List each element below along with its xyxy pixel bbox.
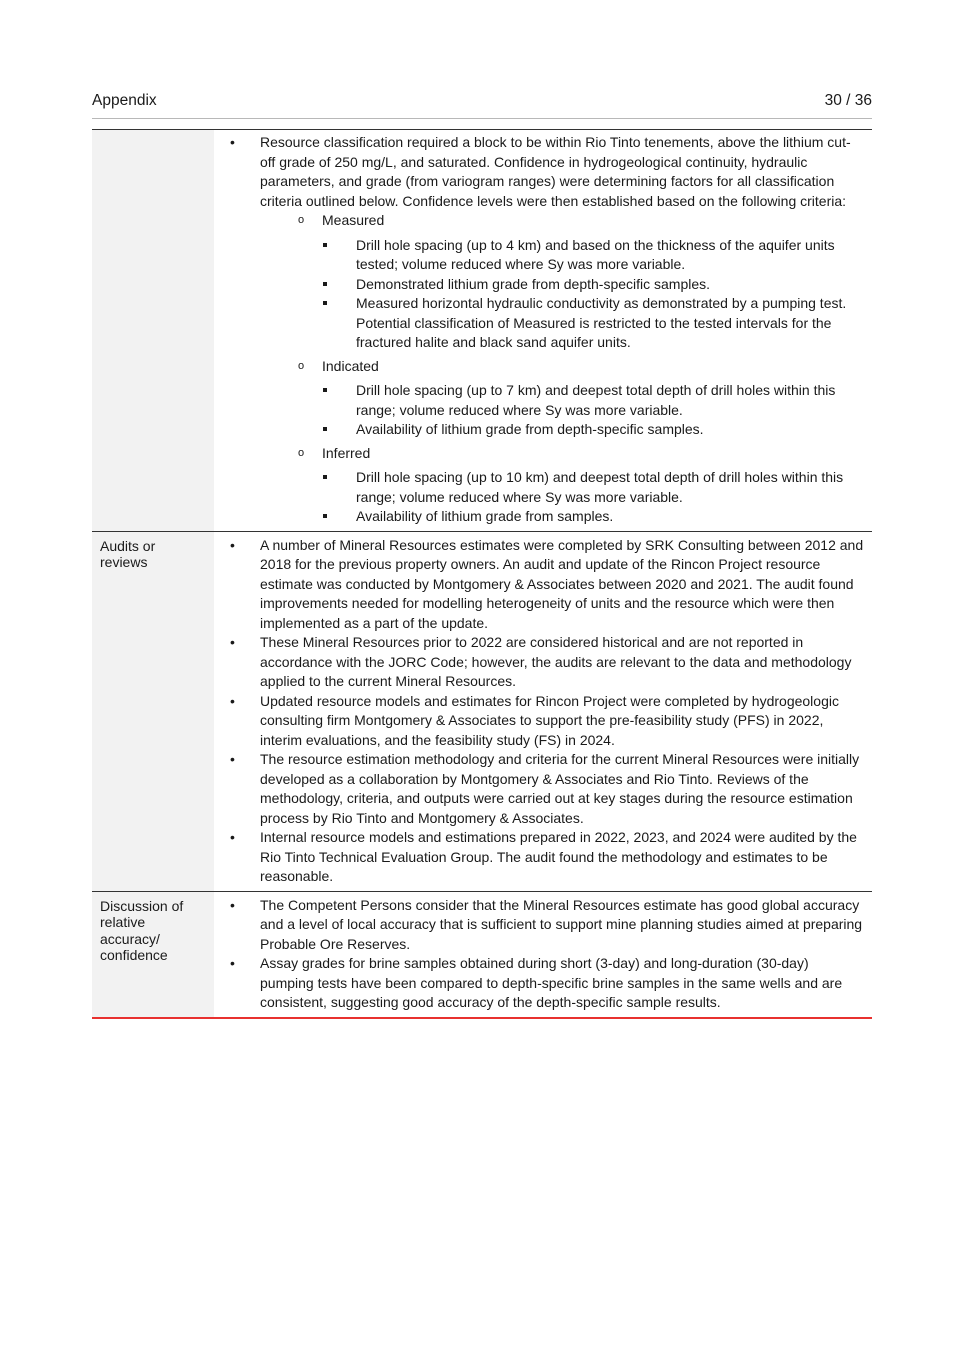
- criteria-item: Availability of lithium grade from depth-specific samples.: [214, 420, 864, 440]
- class-measured: o Measured: [214, 211, 864, 231]
- criteria-item: Drill hole spacing (up to 10 km) and deepest total depth of drill holes within this range; volume reduced where Sy was more variable.: [214, 468, 864, 507]
- criteria-item: Measured horizontal hydraulic conductivity as demonstrated by a pumping test. Potential classification of Measured is restricted to the tested intervals for the fractured halite and black sand aquifer units.: [214, 294, 864, 353]
- measured-criteria-list: [214, 236, 864, 353]
- row-content: [214, 892, 872, 1017]
- criteria-item: Drill hole spacing (up to 7 km) and deepest total depth of drill holes within this range; volume reduced where Sy was more variable.: [214, 381, 864, 420]
- bullet-item: • A number of Mineral Resources estimates were completed by SRK Consulting between 2012 and 2018 for the previous property owners. An audit and update of the Rincon Project resource estimate was conducted by Montgomery & Associates between 2020 and 2021. The audit found improvements needed for modelling heterogeneity of units and the resource which were then implemented as a part of the update.: [214, 536, 864, 634]
- criteria-item: Demonstrated lithium grade from depth-specific samples.: [214, 275, 864, 295]
- criteria-table: [92, 129, 872, 1019]
- class-indicated: o Indicated: [214, 357, 864, 377]
- row-content: [214, 532, 872, 891]
- criteria-item: Drill hole spacing (up to 4 km) and based on the thickness of the aquifer units tested; volume reduced where Sy was more variable.: [214, 236, 864, 275]
- section-title: Appendix: [92, 92, 157, 109]
- bullet-item: • Updated resource models and estimates for Rincon Project were completed by hydrogeologic consulting firm Montgomery & Associates to support the pre-feasibility study (PFS) in 2022, interim evaluations, and the feasibility study (FS) in 2024.: [214, 692, 864, 751]
- indicated-criteria-list: [214, 381, 864, 440]
- bullet-item: • These Mineral Resources prior to 2022 are considered historical and are not reported in accordance with the JORC Code; however, the audits are relevant to the data and methodology applied to the current Mineral Resources.: [214, 633, 864, 692]
- bullet-item: • Resource classification required a block to be within Rio Tinto tenements, above the lithium cut-off grade of 250 mg/L, and saturated. Confidence in hydrogeological continuity, hydraulic parameters, and grade (from variogram ranges) were determining factors for all classification criteria outlined below. Confidence levels were then established based on the following criteria:: [214, 133, 864, 211]
- table-row-accuracy: [92, 891, 872, 1019]
- table-row-audits: [92, 531, 872, 891]
- row-label: Audits or reviews: [92, 532, 214, 891]
- row-label: Discussion of relative accuracy/ confidence: [92, 892, 214, 1017]
- bullet-item: • The resource estimation methodology and criteria for the current Mineral Resources were initially developed as a collaboration by Montgomery & Associates and Rio Tinto. Reviews of the methodology, criteria, and outputs were carried out at key stages during the resource estimation process by Rio Tinto and Montgomery & Associates.: [214, 750, 864, 828]
- bullet-item: • Assay grades for brine samples obtained during short (3-day) and long-duration (30-day) pumping tests have been compared to depth-specific brine samples in the same wells and are consistent, suggesting good accuracy of the depth-specific sample results.: [214, 954, 864, 1013]
- inferred-criteria-list: [214, 468, 864, 527]
- table-row-classification: [92, 130, 872, 531]
- page-number: 30 / 36: [824, 92, 872, 109]
- bullet-item: • Internal resource models and estimations prepared in 2022, 2023, and 2024 were audited by the Rio Tinto Technical Evaluation Group. The audit found the methodology and estimates to be reasonable.: [214, 828, 864, 887]
- class-inferred: o Inferred: [214, 444, 864, 464]
- criteria-item: Availability of lithium grade from samples.: [214, 507, 864, 527]
- header-divider: [92, 118, 872, 119]
- bullet-item: • The Competent Persons consider that the Mineral Resources estimate has good global accuracy and a level of local accuracy that is sufficient to support mine planning studies aimed at preparing Probable Ore Reserves.: [214, 896, 864, 955]
- row-content: [214, 130, 872, 531]
- row-label: [92, 130, 214, 531]
- page-header: [92, 92, 872, 112]
